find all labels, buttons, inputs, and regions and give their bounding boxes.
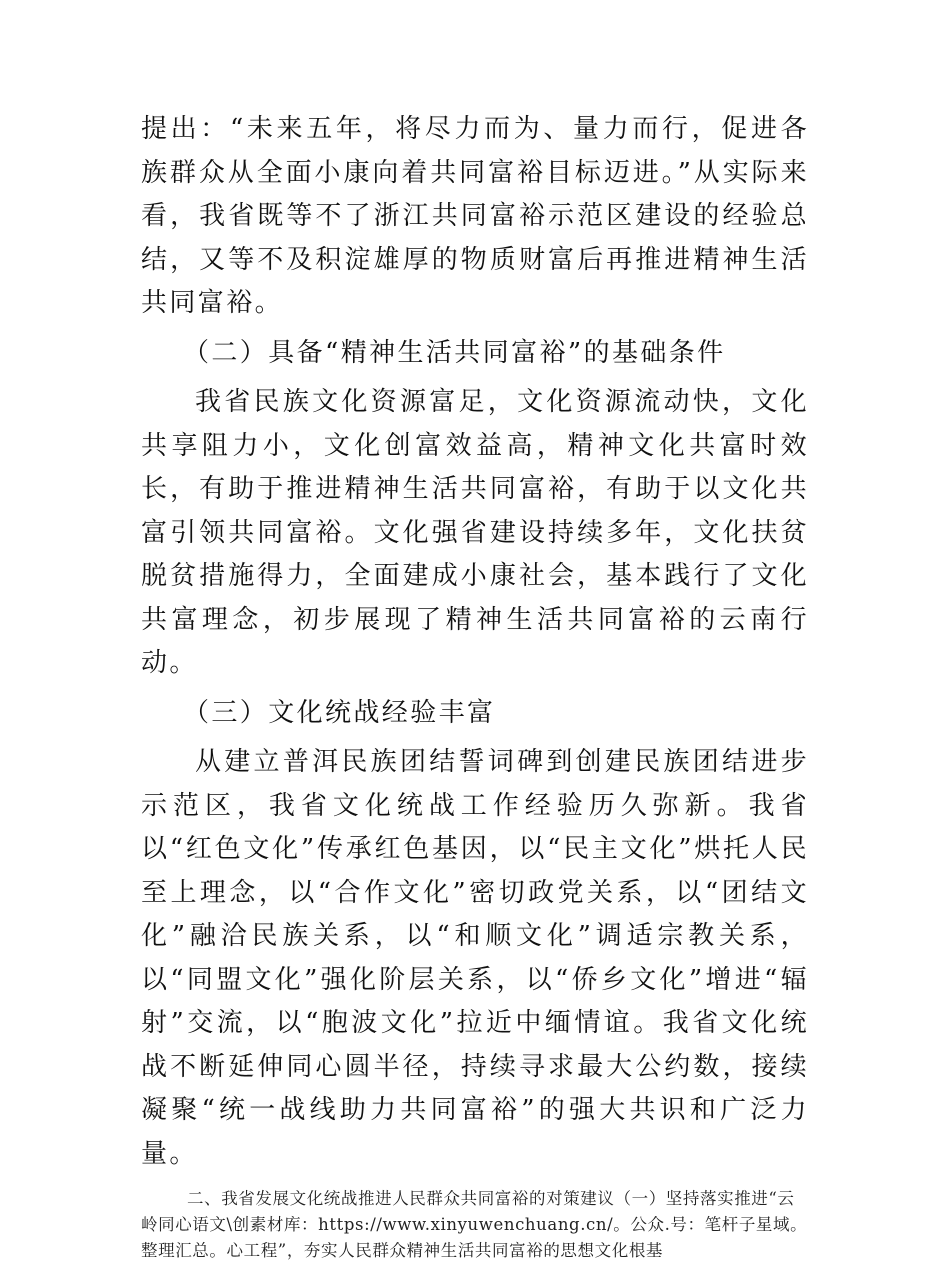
small-print-note: 二、我省发展文化统战推进人民群众共同富裕的对策建议（一）坚持落实推进“云岭同心语文\创素材库：https://www.xinyuwenchuang.cn/。公众.号：笔杆子星域。整理汇总。心工程”，夯实人民群众精神生活共同富裕的思想文化根基 <box>141 1189 808 1260</box>
body-paragraph-3: 从建立普洱民族团结誓词碑到创建民族团结进步示范区，我省文化统战工作经验历久弥新。我省以“红色文化”传承红色基因，以“民主文化”烘托人民至上理念，以“合作文化”密切政党关系，以“团结文化”融洽民族关系，以“和顺文化”调适宗教关系，以“同盟文化”强化阶层关系，以“侨乡文化”增进“辐射”交流，以“胞波文化”拉近中缅情谊。我省文化统战不断延伸同心圆半径，持续寻求最大公约数，接续凝聚“统一战线助力共同富裕”的强大共识和广泛力量。 <box>141 747 809 1169</box>
body-paragraph-2: 我省民族文化资源富足，文化资源流动快，文化共享阻力小，文化创富效益高，精神文化共富时效长，有助于推进精神生活共同富裕，有助于以文化共富引领共同富裕。文化强省建设持续多年，文化扶贫脱贫措施得力，全面建成小康社会，基本践行了文化共富理念，初步展现了精神生活共同富裕的云南行动。 <box>141 387 809 678</box>
section-heading-2: （二）具备“精神生活共同富裕”的基础条件 <box>183 337 726 368</box>
body-paragraph-1: 提出：“未来五年，将尽力而为、量力而行，促进各族群众从全面小康向着共同富裕目标迈进。”从实际来看，我省既等不了浙江共同富裕示范区建设的经验总结，又等不及积淀雄厚的物质财富后再推进精神生活共同富裕。 <box>141 114 809 318</box>
section-heading-3: （三）文化统战经验丰富 <box>183 697 496 728</box>
